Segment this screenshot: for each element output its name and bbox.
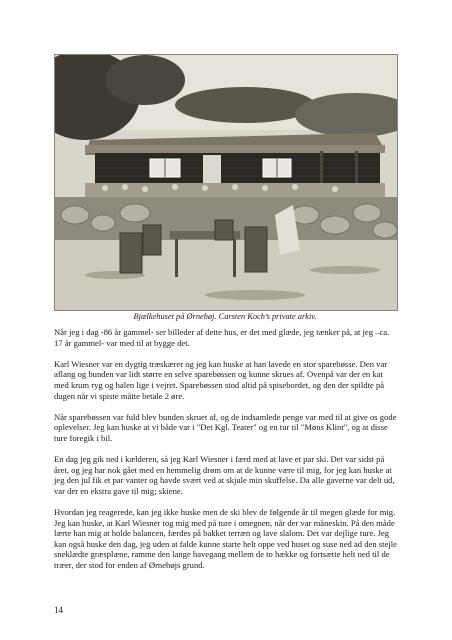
paragraph-2: Karl Wiesner var en dygtig træskærer og jeg kan huske at han lavede en stor sparebøsse. Den var aflang og bunden var lidt større en selve sparebøssen og kunne skrues af. Ovenpå var der en kat med krum ryg og halen lige i vejret. Sparebøssen stod altid på spisebordet, og den der spildte på dugen når vi spiste måtte betale 2 øre. (54, 358, 388, 401)
page-number: 14 (54, 605, 63, 615)
paragraph-5: Hvordan jeg reagerede, kan jeg ikke huske men de ski blev de følgende år til megen glæde for mig. Jeg kan huske, at Karl Wiesner tog mig med på ture i omegnen, når der var måneskin. På den måde lærte han mig at holde balancen, færdes på bakket terræn og lave slalom. Det var dejlige ture. Jeg kan også huske den dag, jeg uden at falde kunne starte helt oppe ved huset og suse ned ad den stejle snekl​ædte græsplæne, ramme den lange havegang mellem de to hække og fortsætte helt ned til de træer, der stod for enden af Ørnehøjs grund. (54, 507, 397, 571)
log-house-photo-illustration (55, 55, 397, 310)
photo-caption: Bjælkehuset på Ørnehøj. Carsten Koch’s private arkiv. (133, 312, 317, 321)
paragraph-3: Når sparebøssen var fuld blev bunden skruet af, og de indsamlede penge var med til at give os gode oplevelser. Jeg kan huske at vi både var i "Det Kgl. Teater" og en tur til "Møns Klint", og at disse ture foregik i bil. (54, 411, 397, 443)
log-house-photo (54, 54, 398, 311)
paragraph-4: En dag jeg gik ned i kælderen, så jeg Karl Wiesner i færd med at lave et par ski. Det var sidst på året, og jeg har nok gået med en hemmelig drøm om at de kunne være til mig, for jeg kan huske at jeg den jul fik et par vanter og havde svært ved at skjule min skuffelse. Da alle gaverne var delt ud, var der en ekstra gave til mig; skiene. (54, 454, 395, 496)
paragraph-1: Når jeg i dag -86 år gammel- ser billeder af dette hus, er det med glæde, jeg tænker på, at jeg –ca. 17 år gammel- var med til at bygge det. (54, 327, 390, 348)
body-text (54, 327, 398, 581)
